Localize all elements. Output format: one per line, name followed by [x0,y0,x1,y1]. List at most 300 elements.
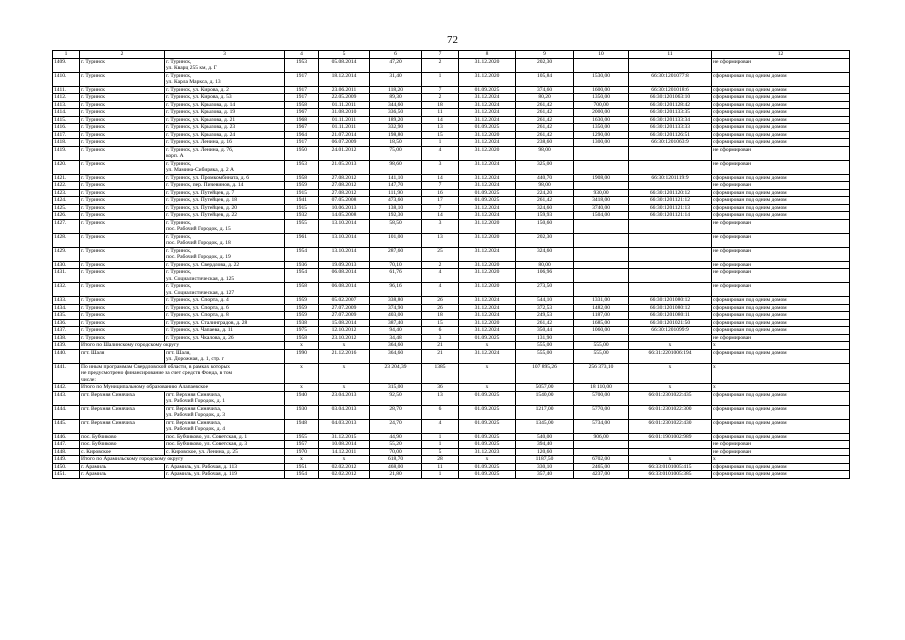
area: 192,30 [370,212,422,220]
cell-line: ул. Рабочий Городок, д. 3 [166,412,225,418]
cadastral-number [629,283,712,297]
land-status: сформирован под одним домом [712,349,850,363]
row-number: 1415. [53,116,80,124]
table-row [53,204,850,212]
residents-count: 7 [422,86,459,94]
planned-date: 31.12.2020 [459,233,516,247]
cost-secondary [574,146,629,160]
land-status: сформирован под одним домом [712,131,850,139]
row-number: 1447. [53,441,80,449]
cadastral-number: 66:30:1201121:12 [629,197,712,205]
cell-line: пос. Рабочий Городок, д. 15 [166,226,231,232]
cost: 249,53 [516,312,574,320]
locality: г. Туринск [80,139,165,147]
cost-secondary: 3740,00 [574,204,629,212]
planned-date: 31.12.2020 [459,58,516,72]
cell-line: не предусмотрено финансирование за счет средств Фонда, в том [81,370,233,376]
table-row [53,233,850,247]
cadastral-number: 66:30:1201126:51 [629,131,712,139]
column-number: 3 [165,51,285,59]
cost: 120,60 [516,448,574,456]
date: 04.03.2013 [319,419,370,433]
column-number: 4 [285,51,319,59]
row-number: 1431. [53,269,80,283]
row-number: 1418. [53,139,80,147]
residents-count: 15 [422,131,459,139]
cell-line: г. Туринск, [166,247,192,254]
planned-date: 31.12.2020 [459,72,516,86]
date: 27.07.2009 [319,304,370,312]
date: x [319,363,370,384]
table-row [53,448,850,456]
row-number: 1436. [53,319,80,327]
land-status: сформирован под одним домом [712,94,850,102]
date: 02.02.2012 [319,463,370,471]
cost-secondary: 6702,00 [574,456,629,464]
cost-secondary: 5700,00 [574,391,629,405]
table-row [53,146,850,160]
date: 24.01.2012 [319,146,370,160]
row-number: 1450. [53,463,80,471]
land-status: сформирован под одним домом [712,116,850,124]
cell-line: г. Туринск, ул. Путейцев, д. 20 [166,204,238,211]
area: 31,40 [370,72,422,86]
cost: 325,00 [516,160,574,174]
planned-date: 31.12.2024 [459,247,516,261]
cost-secondary: 2000,00 [574,109,629,117]
residents-count: 4 [422,419,459,433]
land-status: сформирован под одним домом [712,212,850,220]
address [165,433,285,441]
row-number: 1414. [53,109,80,117]
land-status: x [712,456,850,464]
cost-secondary: 2465,00 [574,463,629,471]
cadastral-number: 66:01:1901002:989 [629,433,712,441]
land-status: не сформирован [712,182,850,190]
build-year: 1990 [285,349,319,363]
address [165,174,285,182]
area: 21,80 [370,471,422,479]
cell-line: г. Туринск, [166,219,192,226]
cost: 1217,00 [516,405,574,419]
table-row [53,349,850,363]
row-number: 1423. [53,189,80,197]
table-row [53,456,850,464]
cost-secondary [574,283,629,297]
cost-secondary: 1187,00 [574,312,629,320]
area: 332,90 [370,124,422,132]
table-row [53,391,850,405]
area: 34,48 [370,334,422,342]
table-row [53,312,850,320]
build-year: 1959 [285,304,319,312]
planned-date: 31.12.2024 [459,139,516,147]
cadastral-number: 66:30:1201099:9 [629,327,712,335]
cost: 273,50 [516,283,574,297]
table-row [53,471,850,479]
residents-count: 13 [422,233,459,247]
cost: 261,42 [516,197,574,205]
table-row [53,283,850,297]
residents-count: 3 [422,334,459,342]
cost: 261,42 [516,319,574,327]
planned-date: 31.12.2024 [459,160,516,174]
build-year: 1948 [285,419,319,433]
cell-line: г. Туринск, ул. Ленина, д. 76, [166,146,234,153]
area: 92,50 [370,391,422,405]
locality: г. Туринск [80,327,165,335]
date: 14.05.2008 [319,212,370,220]
planned-date: 31.12.2024 [459,182,516,190]
locality: пгт. Верхняя Синячиха [80,391,165,405]
cost-secondary: 700,00 [574,101,629,109]
residents-count: 1 [422,441,459,449]
cost-secondary: 18 110,00 [574,384,629,392]
residents-count: 7 [422,182,459,190]
land-status: сформирован под одним домом [712,297,850,305]
table-row [53,197,850,205]
cost-secondary [574,247,629,261]
residents-count: 2 [422,58,459,72]
planned-date: 31.12.2024 [459,116,516,124]
area: 147,70 [370,182,422,190]
address [165,391,285,405]
table-row [53,160,850,174]
cadastral-number [629,269,712,283]
build-year: 1958 [285,101,319,109]
row-number: 1432. [53,283,80,297]
table-row [53,441,850,449]
residents-count: 26 [422,304,459,312]
cost-secondary: 1530,00 [574,72,629,86]
land-status: сформирован под одним домом [712,109,850,117]
cadastral-number: 66:30:1201128:42 [629,101,712,109]
date: 07.05.2008 [319,197,370,205]
residents-count: 5 [422,448,459,456]
column-number: 8 [459,51,516,59]
area: 473,60 [370,197,422,205]
locality: г. Туринск [80,72,165,86]
date: 13.10.2014 [319,233,370,247]
cost: 324,60 [516,247,574,261]
table-row [53,334,850,342]
cost-secondary: 1350,00 [574,94,629,102]
table-row [53,463,850,471]
residents-count: 4 [422,283,459,297]
column-number: 9 [516,51,574,59]
cost: 374,60 [516,86,574,94]
date: 06.08.2014 [319,269,370,283]
date: 21.12.2016 [319,349,370,363]
build-year: 1961 [285,233,319,247]
row-number: 1434. [53,304,80,312]
build-year: 1954 [285,471,319,479]
table-row [53,363,850,384]
cost: 350,44 [516,327,574,335]
cadastral-number [629,58,712,72]
cost-secondary: 1630,00 [574,116,629,124]
land-status: сформирован под одним домом [712,312,850,320]
area: 61,76 [370,269,422,283]
build-year: 1954 [285,269,319,283]
cell-line: г. Туринск, [166,233,192,240]
date: 22.05.2009 [319,94,370,102]
summary-label: Итого по Муниципальному образованию Алапаевское [80,384,285,392]
cadastral-number [629,441,712,449]
residents-count: 6 [422,327,459,335]
table-row [53,419,850,433]
locality: пос. Бубчиково [80,441,165,449]
planned-date: 31.12.2024 [459,94,516,102]
table-row [53,86,850,94]
row-number: 1446. [53,433,80,441]
cost: 5057,00 [516,384,574,392]
row-number: 1421. [53,174,80,182]
address [165,349,285,363]
area: 70,10 [370,261,422,269]
build-year: 1954 [285,247,319,261]
column-number: 10 [574,51,629,59]
row-number: 1449. [53,456,80,464]
locality: г. Туринск [80,131,165,139]
residents-count: 4 [422,146,459,160]
cell-line: г. Туринск, ул. Крылова, д. 23 [166,124,236,130]
date: x [319,456,370,464]
cell-line: г. Туринск, ул. Кирова, д. 53 [166,94,232,100]
planned-date: 01.09.2025 [459,334,516,342]
table-row [53,116,850,124]
build-year: 1955 [285,219,319,233]
cell-line: пгт. Верхняя Синячиха, [166,419,222,426]
residents-count: 18 [422,312,459,320]
address [165,109,285,117]
locality: г. Туринск [80,174,165,182]
residents-count: 3 [422,160,459,174]
row-number: 1441. [53,363,80,384]
address [165,219,285,233]
planned-date: 01.09.2025 [459,189,516,197]
build-year: 1970 [285,448,319,456]
cost-secondary: 1331,00 [574,297,629,305]
locality: пгт. Шаля [80,349,165,363]
build-year: 1915 [285,204,319,212]
column-number: 7 [422,51,459,59]
cell-line: пгт. Верхняя Синячиха, [166,405,222,412]
cadastral-number [629,146,712,160]
area: 189,20 [370,116,422,124]
build-year: 1975 [285,327,319,335]
area: 28,70 [370,405,422,419]
address [165,197,285,205]
cost: 150,60 [516,219,574,233]
build-year: 1959 [285,182,319,190]
planned-date: 01.09.2025 [459,463,516,471]
cell-line: г. Арамиль, ул. Рабочая, д. 119 [166,471,237,477]
planned-date: x [459,456,516,464]
cell-line: числе: [81,376,96,383]
column-number: 1 [53,51,80,59]
cadastral-number: 66:30:1201121:14 [629,212,712,220]
area: 403,00 [370,312,422,320]
row-number: 1442. [53,384,80,392]
area: 94,40 [370,327,422,335]
row-number: 1444. [53,405,80,419]
table-row [53,58,850,72]
planned-date: 01.09.2025 [459,391,516,405]
cost-secondary [574,448,629,456]
cell-line: г. Туринск, ул. Кирова, д. 2 [166,86,229,93]
area: 387,40 [370,319,422,327]
cost-secondary: 930,00 [574,189,629,197]
cell-line: ул. Карла Маркса, д. 13 [166,79,221,85]
planned-date: 31.12.2024 [459,174,516,182]
cost: 261,42 [516,124,574,132]
locality: г. Туринск [80,233,165,247]
land-status: сформирован под одним домом [712,471,850,479]
address [165,124,285,132]
cost-secondary [574,441,629,449]
build-year: 1959 [285,297,319,305]
cost-secondary: 1600,00 [574,86,629,94]
table-row [53,219,850,233]
cost-secondary: 1482,00 [574,304,629,312]
table-row [53,405,850,419]
address [165,448,285,456]
cadastral-number: 66:30:1201018:6 [629,86,712,94]
cost: 1345,00 [516,419,574,433]
date: 31.12.2015 [319,433,370,441]
area: 344,60 [370,101,422,109]
row-number: 1424. [53,197,80,205]
table-row [53,433,850,441]
address [165,283,285,297]
cadastral-number: 66:01:2301022:435 [629,391,712,405]
cell-line: ул. Рабочий Городок, д. 4 [166,426,225,432]
row-number: 1440. [53,349,80,363]
area: 468,00 [370,463,422,471]
cost: 324,60 [516,204,574,212]
date: 21.07.2014 [319,131,370,139]
cost-secondary: 5770,00 [574,405,629,419]
table-row [53,269,850,283]
residents-count: 4 [422,269,459,283]
table-row [53,212,850,220]
build-year: 1938 [285,319,319,327]
summary-label [80,363,285,384]
date: 06.07.2009 [319,139,370,147]
cost: 440,70 [516,174,574,182]
cadastral-number: 66:30:1201021:50 [629,319,712,327]
address [165,94,285,102]
row-number: 1443. [53,391,80,405]
date: 01.11.2011 [319,124,370,132]
address [165,233,285,247]
cost: 261,42 [516,116,574,124]
land-status: не сформирован [712,219,850,233]
cell-line: г. Туринск, ул. Чкалова, д. 26 [166,334,234,341]
residents-count: 25 [422,247,459,261]
cell-line: пос. Рабочий Городок, д. 19 [166,254,231,260]
row-number: 1433. [53,297,80,305]
area: 98,60 [370,160,422,174]
area: 75,00 [370,146,422,160]
cell-line: пос. Рабочий Городок, д. 18 [166,240,231,246]
locality: пгт. Верхняя Синячиха [80,419,165,433]
date: x [319,384,370,392]
cell-line: г. Туринск, [166,58,192,65]
address [165,116,285,124]
date: 13.10.2014 [319,219,370,233]
build-year: 1957 [285,441,319,449]
table-row [53,297,850,305]
area: 23 204,39 [370,363,422,384]
table-row [53,261,850,269]
cadastral-number [629,261,712,269]
area: 336,50 [370,109,422,117]
cell-line: г. Туринск, ул. Спорта, д. 4 [166,297,229,303]
cost-secondary: 1685,00 [574,319,629,327]
cost: 330,10 [516,463,574,471]
planned-date: 31.12.2024 [459,327,516,335]
residents-count: 26 [422,297,459,305]
cell-line: г. Туринск, [166,160,192,167]
table-row [53,72,850,86]
column-number: 11 [629,51,712,59]
row-number: 1437. [53,327,80,335]
build-year: x [285,384,319,392]
address [165,419,285,433]
residents-count: 1 [422,72,459,86]
land-status: x [712,363,850,384]
cell-line: г. Туринск, ул. Путейцев, д. 22 [166,212,238,218]
row-number: 1416. [53,124,80,132]
area: 96,16 [370,283,422,297]
land-status: сформирован под одним домом [712,319,850,327]
address [165,269,285,283]
cell-line: ул. Мамина-Сибиряка, д. 2 А [166,167,235,173]
locality: г. Туринск [80,109,165,117]
land-status: сформирован под одним домом [712,304,850,312]
address [165,319,285,327]
land-status: сформирован под одним домом [712,139,850,147]
cell-line: г. Туринск, ул. Путейцев, д. 7 [166,189,235,196]
cell-line: ул. Социалистическая, д. 127 [166,289,235,296]
land-status: не сформирован [712,261,850,269]
cell-line: г. Туринск, ул. Промкомбината, д. 6 [166,174,250,181]
residents-count: 7 [422,204,459,212]
date: 27.08.2012 [319,189,370,197]
cost: 1187,50 [516,456,574,464]
locality: г. Арамиль [80,463,165,471]
cost: 159,93 [516,212,574,220]
locality: с. Кировское [80,448,165,456]
address [165,146,285,160]
cell-line: пгт. Верхняя Синячиха, [166,391,222,398]
build-year: 1964 [285,131,319,139]
table-row [53,384,850,392]
locality: г. Туринск [80,212,165,220]
build-year: 1936 [285,261,319,269]
cost-secondary: 1908,00 [574,174,629,182]
planned-date: 31.12.2024 [459,297,516,305]
cost-secondary [574,233,629,247]
cell-line: с. Кировское, ул. Ленина, д. 25 [166,448,238,455]
land-status: сформирован под одним домом [712,419,850,433]
planned-date: 31.12.2024 [459,349,516,363]
date: 01.11.2011 [319,116,370,124]
cost: 544,10 [516,297,574,305]
cadastral-number [629,247,712,261]
